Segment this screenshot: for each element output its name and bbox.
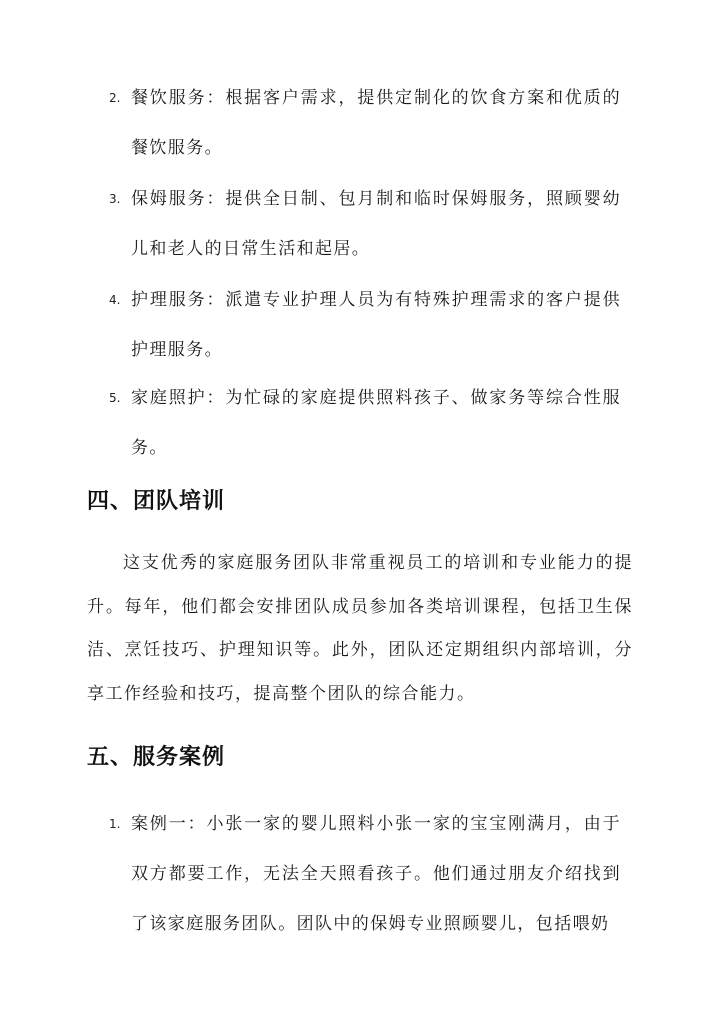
list-text: 护理服务：派遣专业护理人员为有特殊护理需求的客户提供护理服务。: [131, 290, 621, 360]
list-text: 餐饮服务：根据客户需求，提供定制化的饮食方案和优质的餐饮服务。: [131, 88, 621, 158]
list-number: 4.: [109, 293, 121, 307]
list-number: 3.: [109, 192, 121, 206]
section-heading-team-training: 四、团队培训: [87, 489, 226, 514]
list-number: 1.: [109, 817, 121, 831]
list-number: 2.: [109, 91, 121, 105]
list-text: 家庭照护：为忙碌的家庭提供照料孩子、做家务等综合性服务。: [131, 388, 621, 458]
list-text: 案例一：小张一家的婴儿照料小张一家的宝宝刚满月，由于双方都要工作，无法全天照看孩子。他们通过朋友介绍找到了该家庭服务团队。团队中的保姆专业照顾婴儿，包括喂奶: [131, 814, 621, 934]
section-heading-service-cases: 五、服务案例: [87, 745, 226, 770]
team-training-paragraph: 这支优秀的家庭服务团队非常重视员工的培训和专业能力的提升。每年，他们都会安排团队成员参加各类培训课程，包括卫生保洁、烹饪技巧、护理知识等。此外，团队还定期组织内部培训，分享工作经验和技巧，提高整个团队的综合能力。: [87, 553, 633, 704]
list-text: 保姆服务：提供全日制、包月制和临时保姆服务，照顾婴幼儿和老人的日常生活和起居。: [131, 189, 621, 259]
list-number: 5.: [109, 391, 121, 405]
